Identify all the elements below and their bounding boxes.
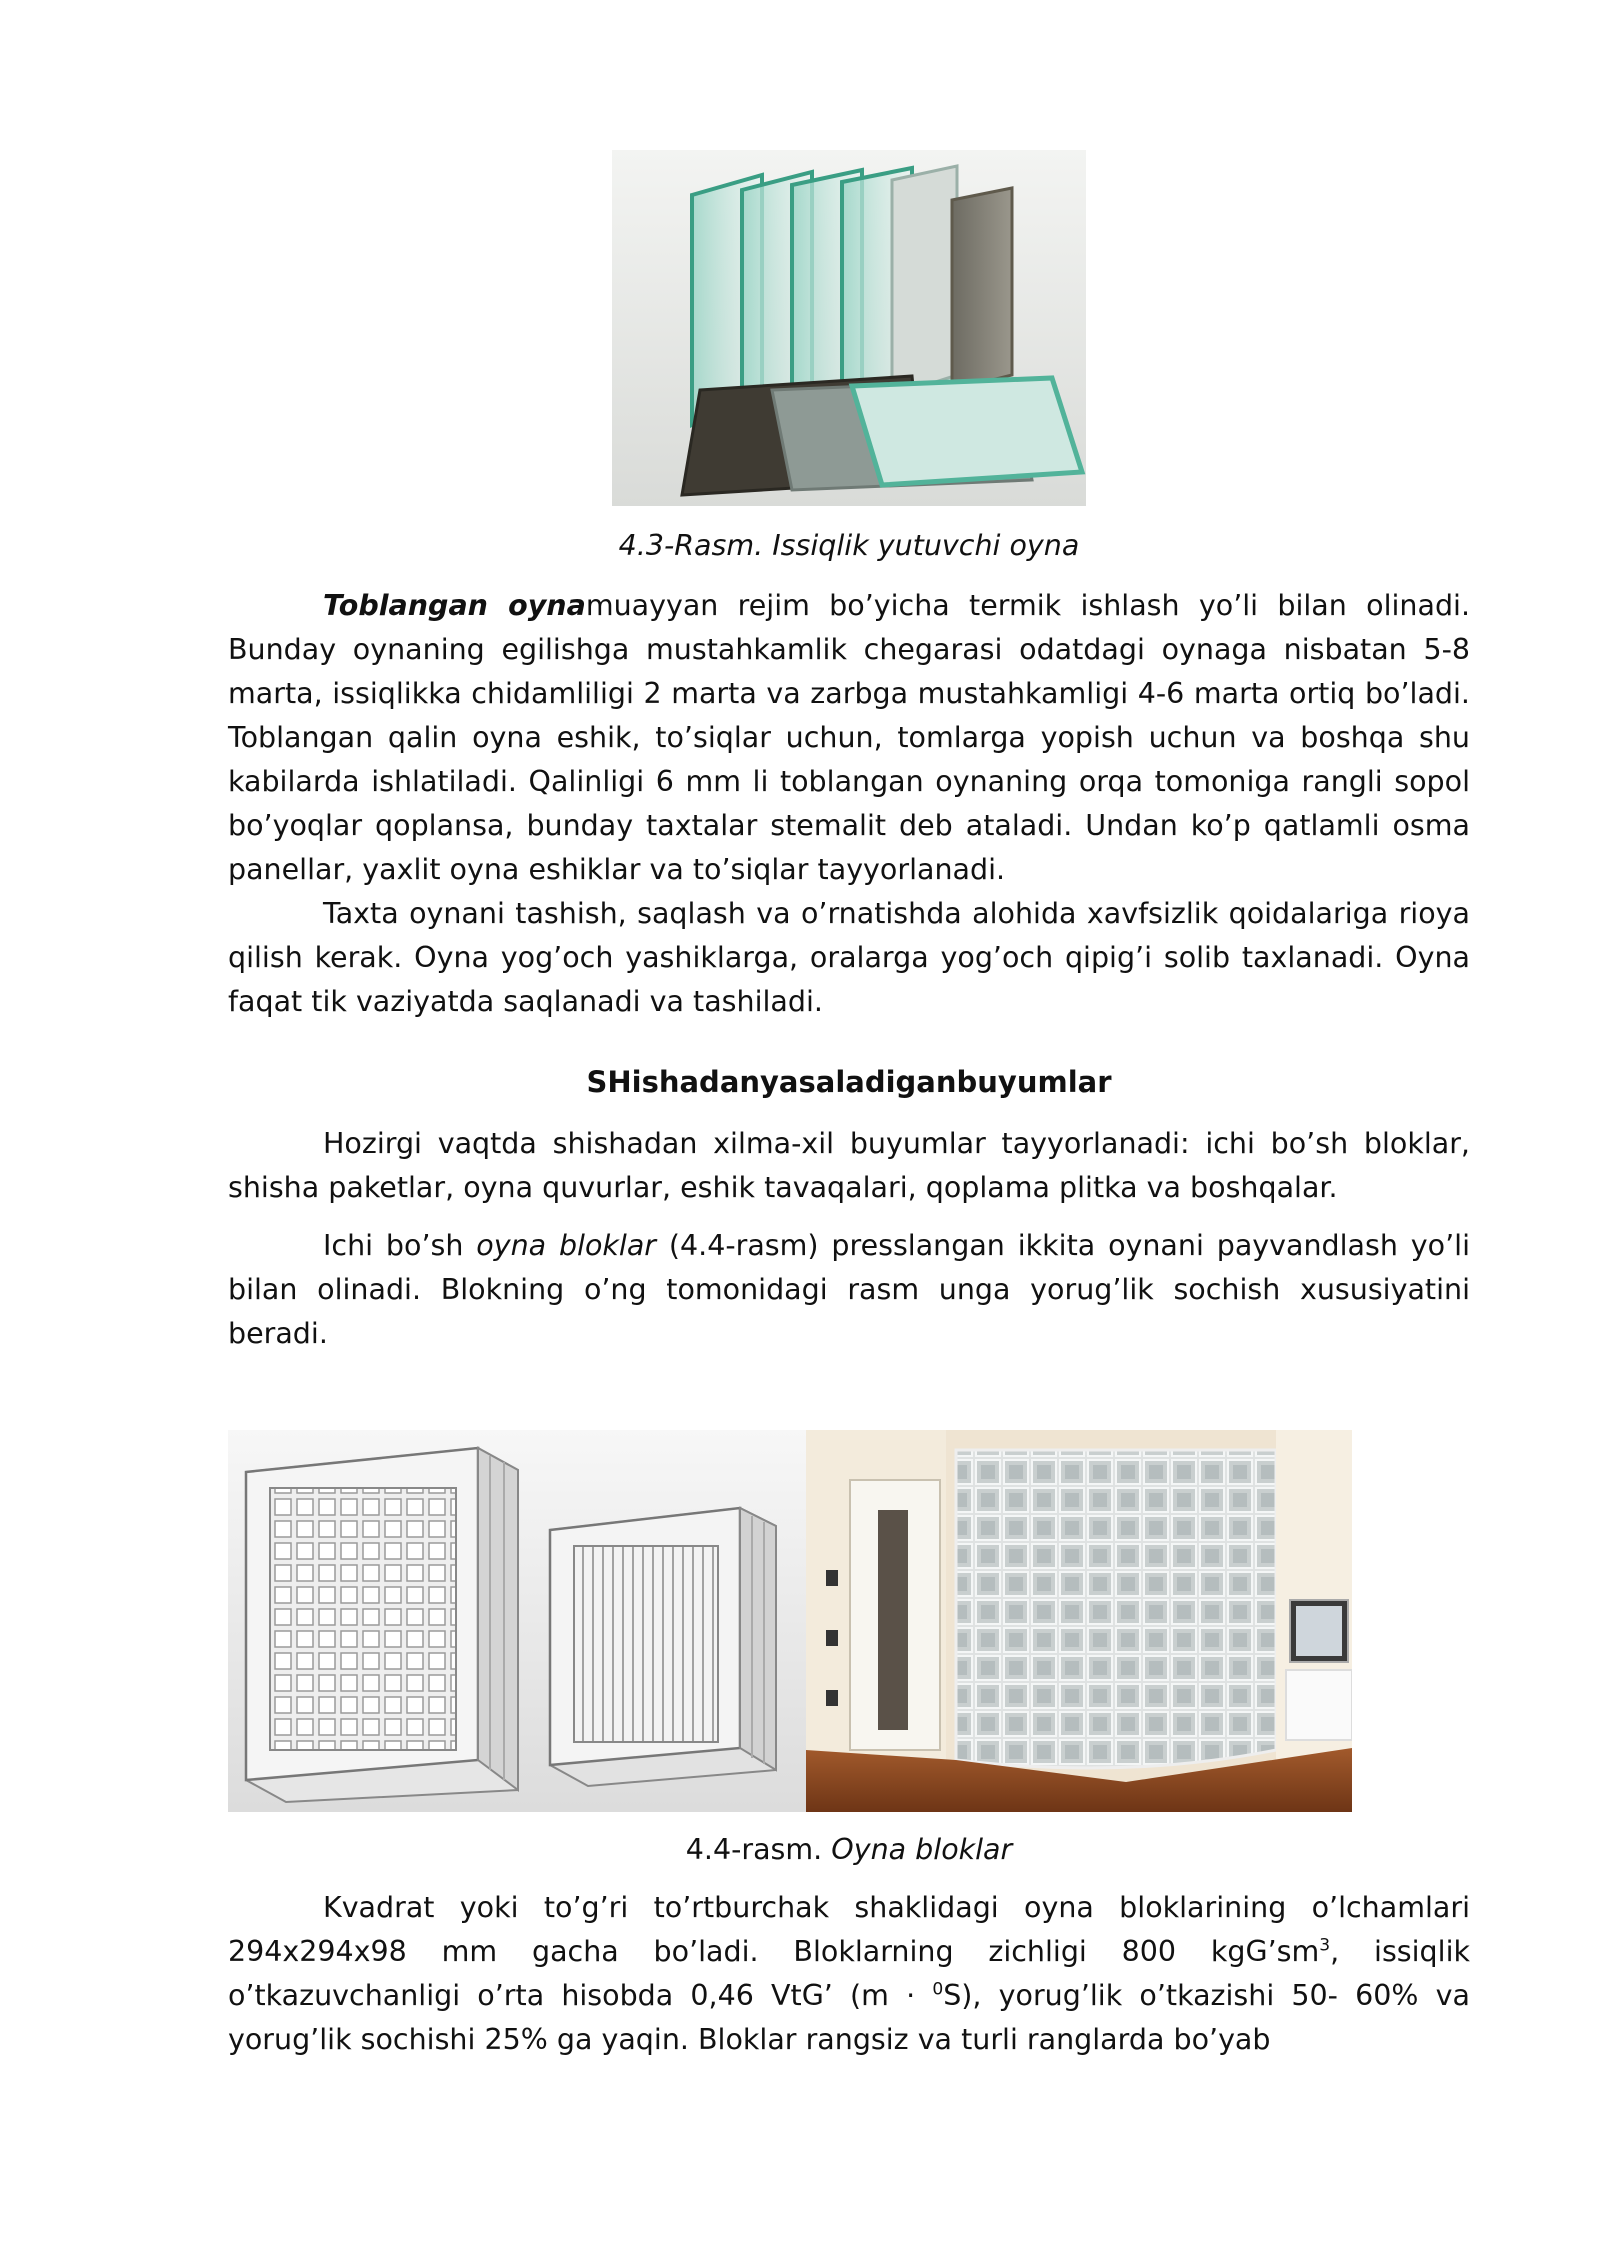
- paragraph-text: Ichi bo’sh: [323, 1229, 477, 1262]
- paragraph-oyna-bloklar: [228, 1224, 1470, 1356]
- glass-block-drawings-image: [228, 1430, 806, 1812]
- superscript: 3: [1319, 1935, 1331, 1956]
- paragraph-taxta-oyna: [228, 892, 1470, 1024]
- figure-glass-block-interior: [806, 1430, 1352, 1812]
- middle-dot: ·: [906, 1979, 916, 2012]
- glass-sheets-image: [612, 150, 1086, 506]
- paragraph-text: Hozirgi vaqtda shishadan xilma-xil buyumlar tayyorlanadi: ichi bo’sh bloklar, shisha paketlar, oyna quvurlar, eshik tavaqalari, qoplama plitka va boshqalar.: [228, 1127, 1470, 1204]
- paragraph-text: , issiqlik o’tkazuvchanligi o’rta hisobda 0,46 VtG’ (m: [228, 1935, 1470, 2012]
- paragraph-text: S), yorug’lik o’tkazishi 50- 60% va yorug’lik sochishi 25% ga yaqin. Bloklar rangsiz va turli ranglarda bo’yab: [228, 1979, 1470, 2056]
- figure-caption-4-3: 4.3-Rasm. Issiqlik yutuvchi oyna: [618, 529, 1080, 562]
- glass-block-interior-image: [806, 1430, 1352, 1812]
- paragraph-text: Kvadrat yoki to’g’ri to’rtburchak shaklidagi oyna bloklarining o’lchamlari 294x294x98 mm gacha bo’ladi. Bloklarning zichligi 800 kgG’sm: [228, 1891, 1470, 1968]
- paragraph-text: Taxta oynani tashish, saqlash va o’rnatishda alohida xavfsizlik qoidalariga rioya qilish kerak. Oyna yog’och yashiklarga, oralarga yog’och qipig’i solib taxlanadi. Oyna faqat tik vaziyatda saqlanadi va tashiladi.: [228, 897, 1470, 1018]
- term-oyna-bloklar: oyna bloklar: [476, 1229, 657, 1262]
- paragraph-kvadrat: [228, 1886, 1470, 2062]
- paragraph-text: muayyan rejim bo’yicha termik ishlash yo’li bilan olinadi. Bunday oynaning egilishga mustahkamlik chegarasi odatdagi oynaga nisbatan 5-8 marta, issiqlikka chidamliligi 2 marta va zarbga mustahkamligi 4-6 marta ortiq bo’ladi. Toblangan qalin oyna eshik, to’siqlar uchun, tomlarga yopish uchun va boshqa shu kabilarda ishlatiladi. Qalinligi 6 mm li toblangan oynaning orqa tomoniga rangli sopol bo’yoqlar qoplansa, bunday taxtalar stemalit deb ataladi. Undan ko’p qatlamli osma panellar, yaxlit oyna eshiklar va to’siqlar tayyorlanadi.: [228, 589, 1471, 886]
- paragraph-toblangan-oyna: [228, 584, 1470, 892]
- caption-title: Oyna bloklar: [831, 1833, 1013, 1866]
- paragraph-text: (4.4-rasm) presslangan ikkita oynani payvandlash yo’li bilan olinadi. Blokning o’ng tomonidagi rasm unga yorug’lik sochish xususiyatini beradi.: [228, 1229, 1470, 1350]
- figure-glass-block-drawings: [228, 1430, 806, 1812]
- caption-prefix: 4.4-rasm.: [685, 1833, 832, 1866]
- term-toblangan-oyna: Toblangan oyna: [323, 589, 586, 622]
- figure-glass-sheets: [612, 150, 1086, 506]
- figure-caption-4-4: [228, 1830, 1470, 1870]
- superscript: 0: [932, 1979, 944, 2000]
- paragraph-hozirgi-vaqtda: [228, 1122, 1470, 1210]
- section-heading: SHishadanyasaladiganbuyumlar: [586, 1065, 1112, 1099]
